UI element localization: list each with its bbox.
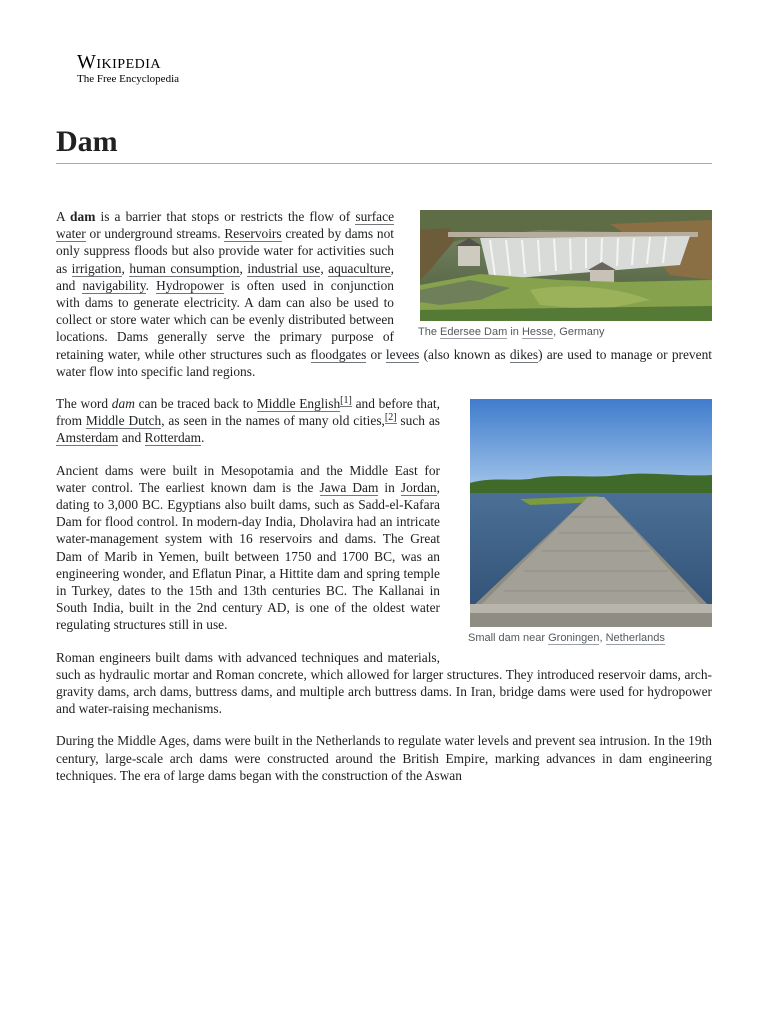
figure-caption: The Edersee Dam in Hesse, Germany [418, 326, 605, 338]
link-irrigation[interactable]: irrigation [71, 260, 122, 276]
logo-wordmark: Wikipedia [77, 51, 162, 73]
page-title: Dam [56, 124, 712, 164]
paragraph-ancient-dams: Ancient dams were built in Mesopotamia and the Middle East for water control. The earliest known dam is the Jawa Dam in Jordan, dating to 3,000 BC. Egyptians also built dams, such as Sadd-el-Kafara Dam for flood control. In modern-day India, Dholavira had an intricate water-management system with 16 reservoirs and dams. The Great Dam of Marib in Yemen, built between 1750 and 1700 BC, was an engineering wonder, and Eflatun Pinar, a Hittite dam and spring temple in Turkey, dates to the 15th and 13th centuries BC. The Kallanai in South India, built in the 2nd century AD, is one of the oldest water regulating structures still in use. [56, 462, 440, 633]
link-reservoirs[interactable]: Reservoirs [224, 226, 282, 242]
article-body [56, 208, 712, 848]
link-floodgates[interactable]: floodgates [310, 346, 367, 362]
link-aquaculture[interactable]: aquaculture [328, 260, 391, 276]
paragraph-intro: A dam is a barrier that stops or restricts the flow of surface water or underground streams. Reservoirs created by dams not only suppress floods but also provide water for activities such as irrigation, human consumption, industrial use, aquaculture, and navigability. Hydropower is often used in conjunction with dams to generate electricity. A dam can also be used to collect or store water which can be evenly distributed between locations. Dams generally serve the primary purpose of retaining water, while other structures such as floodgates or levees (also known as dikes) are used to manage or prevent water flow into specific land regions. [56, 209, 712, 379]
link-rotterdam[interactable]: Rotterdam [144, 430, 202, 446]
figure-groningen-dam [466, 399, 712, 645]
edersee-dam-image[interactable] [420, 210, 712, 321]
link-navigability[interactable]: navigability [82, 277, 146, 293]
link-jordan[interactable]: Jordan [400, 479, 437, 495]
link-dikes[interactable]: dikes [509, 346, 539, 362]
figure-edersee-dam [416, 210, 712, 339]
link-middle-english[interactable]: Middle English [256, 396, 341, 412]
term-dam: dam [70, 209, 96, 224]
link-groningen[interactable]: Groningen [548, 632, 600, 645]
link-hydropower[interactable]: Hydropower [156, 277, 224, 293]
link-human-consumption[interactable]: human consumption [129, 260, 240, 276]
link-amsterdam[interactable]: Amsterdam [56, 430, 119, 446]
reference-1-link[interactable]: [1] [340, 395, 352, 407]
link-surface-water[interactable]: surface water [56, 209, 395, 242]
paragraph-middle-ages: During the Middle Ages, dams were built in the Netherlands to regulate water levels and prevent sea intrusion. In the 19th century, large-scale arch dams were constructed around the British Empire, marking advances in dam engineering techniques. The era of large dams began with the construction of the Aswan [56, 733, 712, 783]
figure-caption: Small dam near Groningen, Netherlands [468, 632, 665, 645]
edersee-dam-photo [420, 210, 712, 321]
logo-tagline: The Free Encyclopedia [77, 73, 180, 85]
link-jawa-dam[interactable]: Jawa Dam [319, 479, 379, 495]
reference-2[interactable] [385, 412, 397, 424]
groningen-dam-photo [470, 399, 712, 627]
paragraph-roman-dams: Roman engineers built dams with advanced techniques and materials, such as hydraulic mortar and Roman concrete, which allowed for larger structures. They introduced reservoir dams, arch-gravity dams, arch dams, buttress dams, and multiple arch buttress dams. In Iran, bridge dams were used for hydropower and water-raising mechanisms. [56, 649, 712, 717]
groningen-dam-image[interactable] [470, 399, 712, 627]
wikipedia-logo[interactable] [77, 51, 179, 85]
link-industrial-use[interactable]: industrial use [247, 260, 321, 276]
paragraph-etymology: The word dam can be traced back to Middle English[1] and before that, from Middle Dutch, as seen in the names of many old cities,[2] such as Amsterdam and Rotterdam. [56, 395, 440, 446]
link-edersee-dam[interactable]: Edersee Dam [440, 326, 508, 338]
reference-1[interactable] [340, 395, 352, 407]
link-levees[interactable]: levees [385, 346, 420, 362]
term-dam-italic: dam [111, 396, 135, 412]
link-middle-dutch[interactable]: Middle Dutch [85, 413, 162, 429]
reference-2-link[interactable]: [2] [384, 412, 397, 424]
link-hesse[interactable]: Hesse [521, 326, 554, 338]
link-netherlands[interactable]: Netherlands [605, 632, 665, 645]
